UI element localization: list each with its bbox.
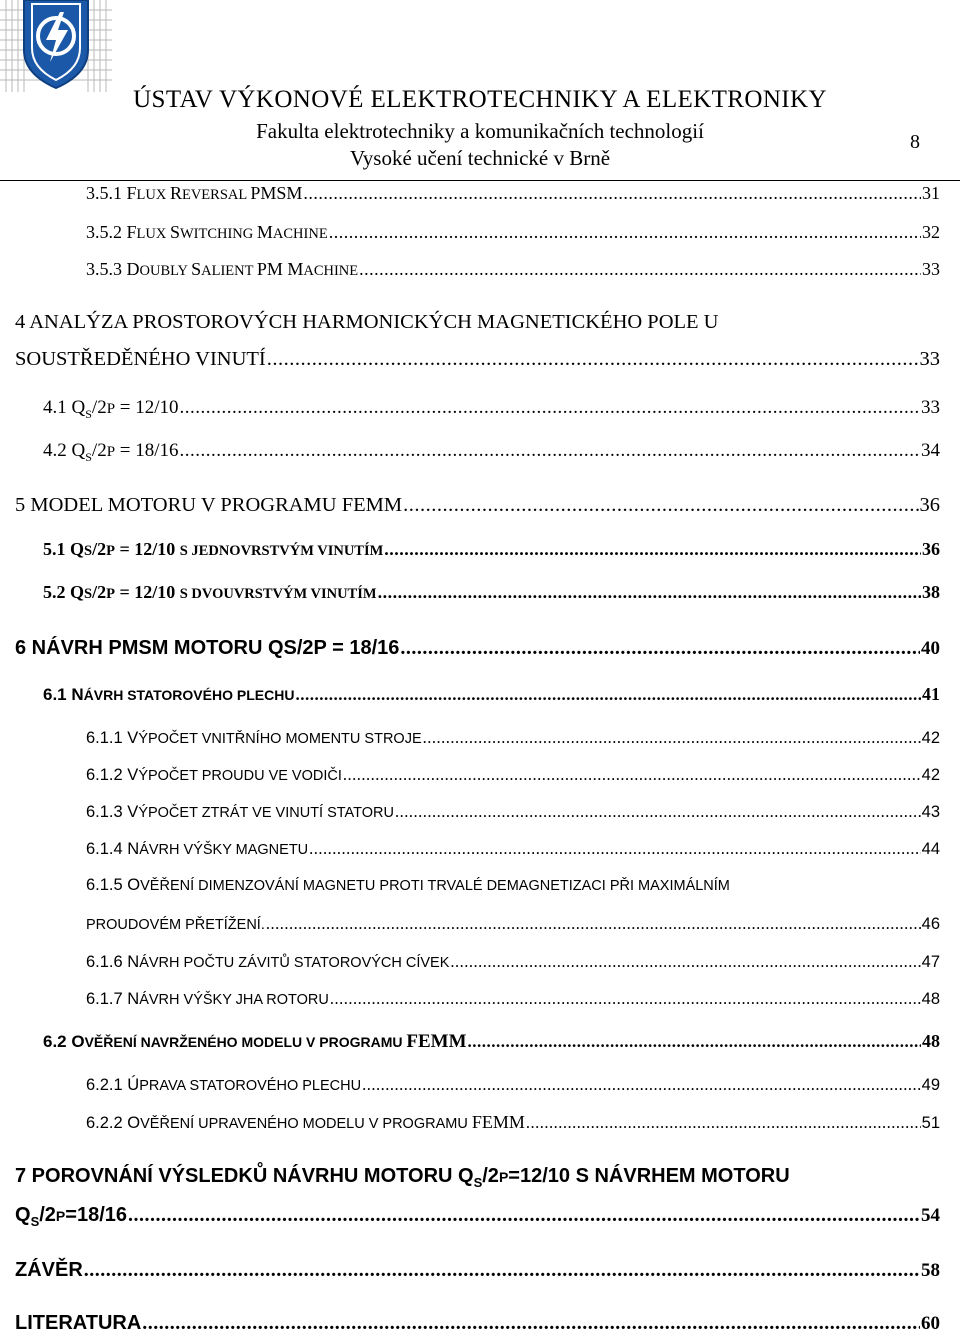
toc-entry-title: 5.1 QS/2P = 12/10 S JEDNOVRSTVÝM VINUTÍM: [43, 539, 384, 559]
page-number: 8: [910, 131, 920, 153]
toc-page: 44: [921, 840, 940, 858]
toc-entry-title: 6.1.1 VÝPOČET VNITŘNÍHO MOMENTU STROJE: [86, 729, 422, 747]
toc-leader: [142, 1312, 920, 1335]
toc-leader: [362, 1075, 921, 1095]
toc-entry[interactable]: [15, 494, 940, 517]
toc-entry-title: 6.2 OVĚŘENÍ NAVRŽENÉHO MODELU V PROGRAMU FEMM: [43, 1031, 467, 1052]
toc-entry[interactable]: [43, 397, 940, 422]
toc-entry-title: ZÁVĚR: [15, 1259, 83, 1281]
toc-page: 38: [922, 582, 940, 602]
toc-page: 43: [921, 803, 940, 821]
toc-leader: [450, 952, 920, 972]
toc-entry-title: 6.1.4 NÁVRH VÝŠKY MAGNETU: [86, 840, 309, 858]
toc-entry-title: 6.2.1 ÚPRAVA STATOROVÉHO PLECHU: [86, 1076, 362, 1094]
toc-page: 51: [921, 1114, 940, 1132]
toc-leader: [84, 1259, 920, 1282]
toc-entry[interactable]: [86, 1112, 940, 1133]
toc-entry-title: $Q_S/2P=18/16$: [15, 1204, 127, 1229]
toc-entry-title: 5 MODEL MOTORU V PROGRAMU FEMM: [15, 494, 403, 516]
toc-page: 47: [921, 953, 940, 971]
toc-entry[interactable]: [86, 802, 940, 822]
toc-page: 42: [921, 766, 940, 784]
toc-entry[interactable]: [43, 684, 940, 705]
toc-entry[interactable]: [43, 582, 940, 603]
toc-entry-title: 3.5.2 FLUX SWITCHING MACHINE: [86, 222, 328, 242]
toc-entry[interactable]: [86, 952, 940, 972]
toc-entry[interactable]: [86, 1075, 940, 1095]
toc-page: 33: [922, 259, 940, 279]
toc-entry[interactable]: [43, 440, 940, 465]
toc-page: 33: [919, 348, 940, 370]
toc-entry[interactable]: [86, 989, 940, 1009]
toc-page: 48: [922, 1031, 940, 1051]
toc-entry-title: 5.2 QS/2P = 12/10 S DVOUVRSTVÝM VINUTÍM: [43, 582, 377, 602]
toc-leader: [384, 539, 921, 560]
toc-leader: [403, 494, 918, 517]
toc-entry-title: 4.2 $Q_S/2P = 18/16$: [43, 440, 179, 464]
toc-entry-title: 6.1.6 NÁVRH POČTU ZÁVITŮ STATOROVÝCH CÍVEK: [86, 953, 450, 971]
toc-leader: [526, 1113, 921, 1133]
toc-entry[interactable]: [86, 839, 940, 859]
toc-entry[interactable]: [15, 637, 940, 660]
toc-page: 40: [921, 638, 940, 659]
toc-entry[interactable]: [15, 1204, 940, 1229]
toc-page: 58: [921, 1260, 940, 1281]
toc-entry[interactable]: [86, 259, 940, 280]
toc-leader: [128, 1204, 920, 1227]
toc-entry[interactable]: [15, 348, 940, 371]
toc-leader: [266, 914, 921, 934]
toc-entry[interactable]: [15, 1259, 940, 1282]
toc-leader: [329, 222, 921, 243]
toc-leader: [295, 685, 921, 705]
toc-page: 41: [922, 684, 940, 704]
toc-entry-title: 6.2.2 OVĚŘENÍ UPRAVENÉHO MODELU V PROGRAMU FEMM: [86, 1112, 525, 1132]
faculty-name: Fakulta elektrotechniky a komunikačních technologií: [256, 119, 704, 143]
toc-leader: [180, 440, 920, 462]
toc-entry-title-line1[interactable]: 7 POROVNÁNÍ VÝSLEDKŮ NÁVRHU MOTORU $Q_S/2P=12/10$ S NÁVRHEM MOTORU: [15, 1165, 790, 1190]
toc-entry-title: 6.1.2 VÝPOČET PROUDU VE VODIČI: [86, 766, 342, 784]
toc-page: 42: [921, 729, 940, 747]
toc-entry-title: 6 NÁVRH PMSM MOTORU QS/2P = 18/16: [15, 637, 400, 659]
toc-leader: [330, 989, 921, 1009]
toc-page: 36: [919, 494, 940, 516]
toc-entry-title: PROUDOVÉM PŘETÍŽENÍ.: [86, 917, 265, 933]
toc-entry[interactable]: [86, 183, 940, 204]
toc-leader: [400, 637, 920, 660]
institute-name: ÚSTAV VÝKONOVÉ ELEKTROTECHNIKY A ELEKTRONIKY: [133, 86, 827, 113]
toc-leader: [267, 348, 919, 371]
toc-page: 60: [921, 1313, 940, 1334]
toc-entry[interactable]: [86, 222, 940, 243]
toc-entry[interactable]: [15, 1312, 940, 1335]
toc-entry-title: 6.1.3 VÝPOČET ZTRÁT VE VINUTÍ STATORU: [86, 803, 394, 821]
toc-page: 36: [922, 539, 940, 559]
toc-leader: [423, 728, 921, 748]
toc-leader: [395, 802, 921, 822]
toc-entry[interactable]: [43, 1031, 940, 1053]
toc-leader: [180, 397, 920, 419]
toc-page: 54: [921, 1205, 940, 1226]
toc-entry-title: SOUSTŘEDĚNÉHO VINUTÍ: [15, 348, 266, 370]
toc-leader: [468, 1032, 921, 1052]
toc-entry-title: 3.5.3 DOUBLY SALIENT PM MACHINE: [86, 259, 359, 279]
toc-entry[interactable]: [86, 914, 940, 934]
university-name: Vysoké učení technické v Brně: [349, 146, 611, 170]
toc-page: 49: [921, 1076, 940, 1094]
toc-entry-title-line1[interactable]: 4 ANALÝZA PROSTOROVÝCH HARMONICKÝCH MAGNETICKÉHO POLE U: [15, 311, 719, 333]
toc-entry[interactable]: [86, 765, 940, 785]
toc-leader: [303, 183, 921, 204]
toc-leader: [343, 765, 921, 785]
toc-entry-title: 6.1.7 NÁVRH VÝŠKY JHA ROTORU: [86, 990, 329, 1008]
toc-entry-title-line1[interactable]: 6.1.5 OVĚŘENÍ DIMENZOVÁNÍ MAGNETU PROTI TRVALÉ DEMAGNETIZACI PŘI MAXIMÁLNÍM: [86, 876, 730, 894]
toc-leader: [309, 839, 920, 859]
toc-page: 48: [921, 990, 940, 1008]
toc-entry[interactable]: [43, 539, 940, 560]
toc-leader: [359, 259, 921, 280]
toc-entry-title: 3.5.1 FLUX REVERSAL PMSM: [86, 183, 303, 203]
toc-page: 33: [921, 397, 940, 418]
toc-entry-title: 6.1 NÁVRH STATOROVÉHO PLECHU: [43, 685, 295, 704]
toc-page: 32: [922, 222, 940, 242]
toc-page: 46: [921, 915, 940, 933]
toc-entry-title: 4.1 $Q_S/2P = 12/10$: [43, 397, 179, 421]
toc-page: 31: [922, 183, 940, 203]
toc-page: 34: [921, 440, 940, 461]
toc-entry[interactable]: [86, 728, 940, 748]
toc-leader: [378, 582, 921, 603]
toc-entry-title: LITERATURA: [15, 1312, 142, 1334]
